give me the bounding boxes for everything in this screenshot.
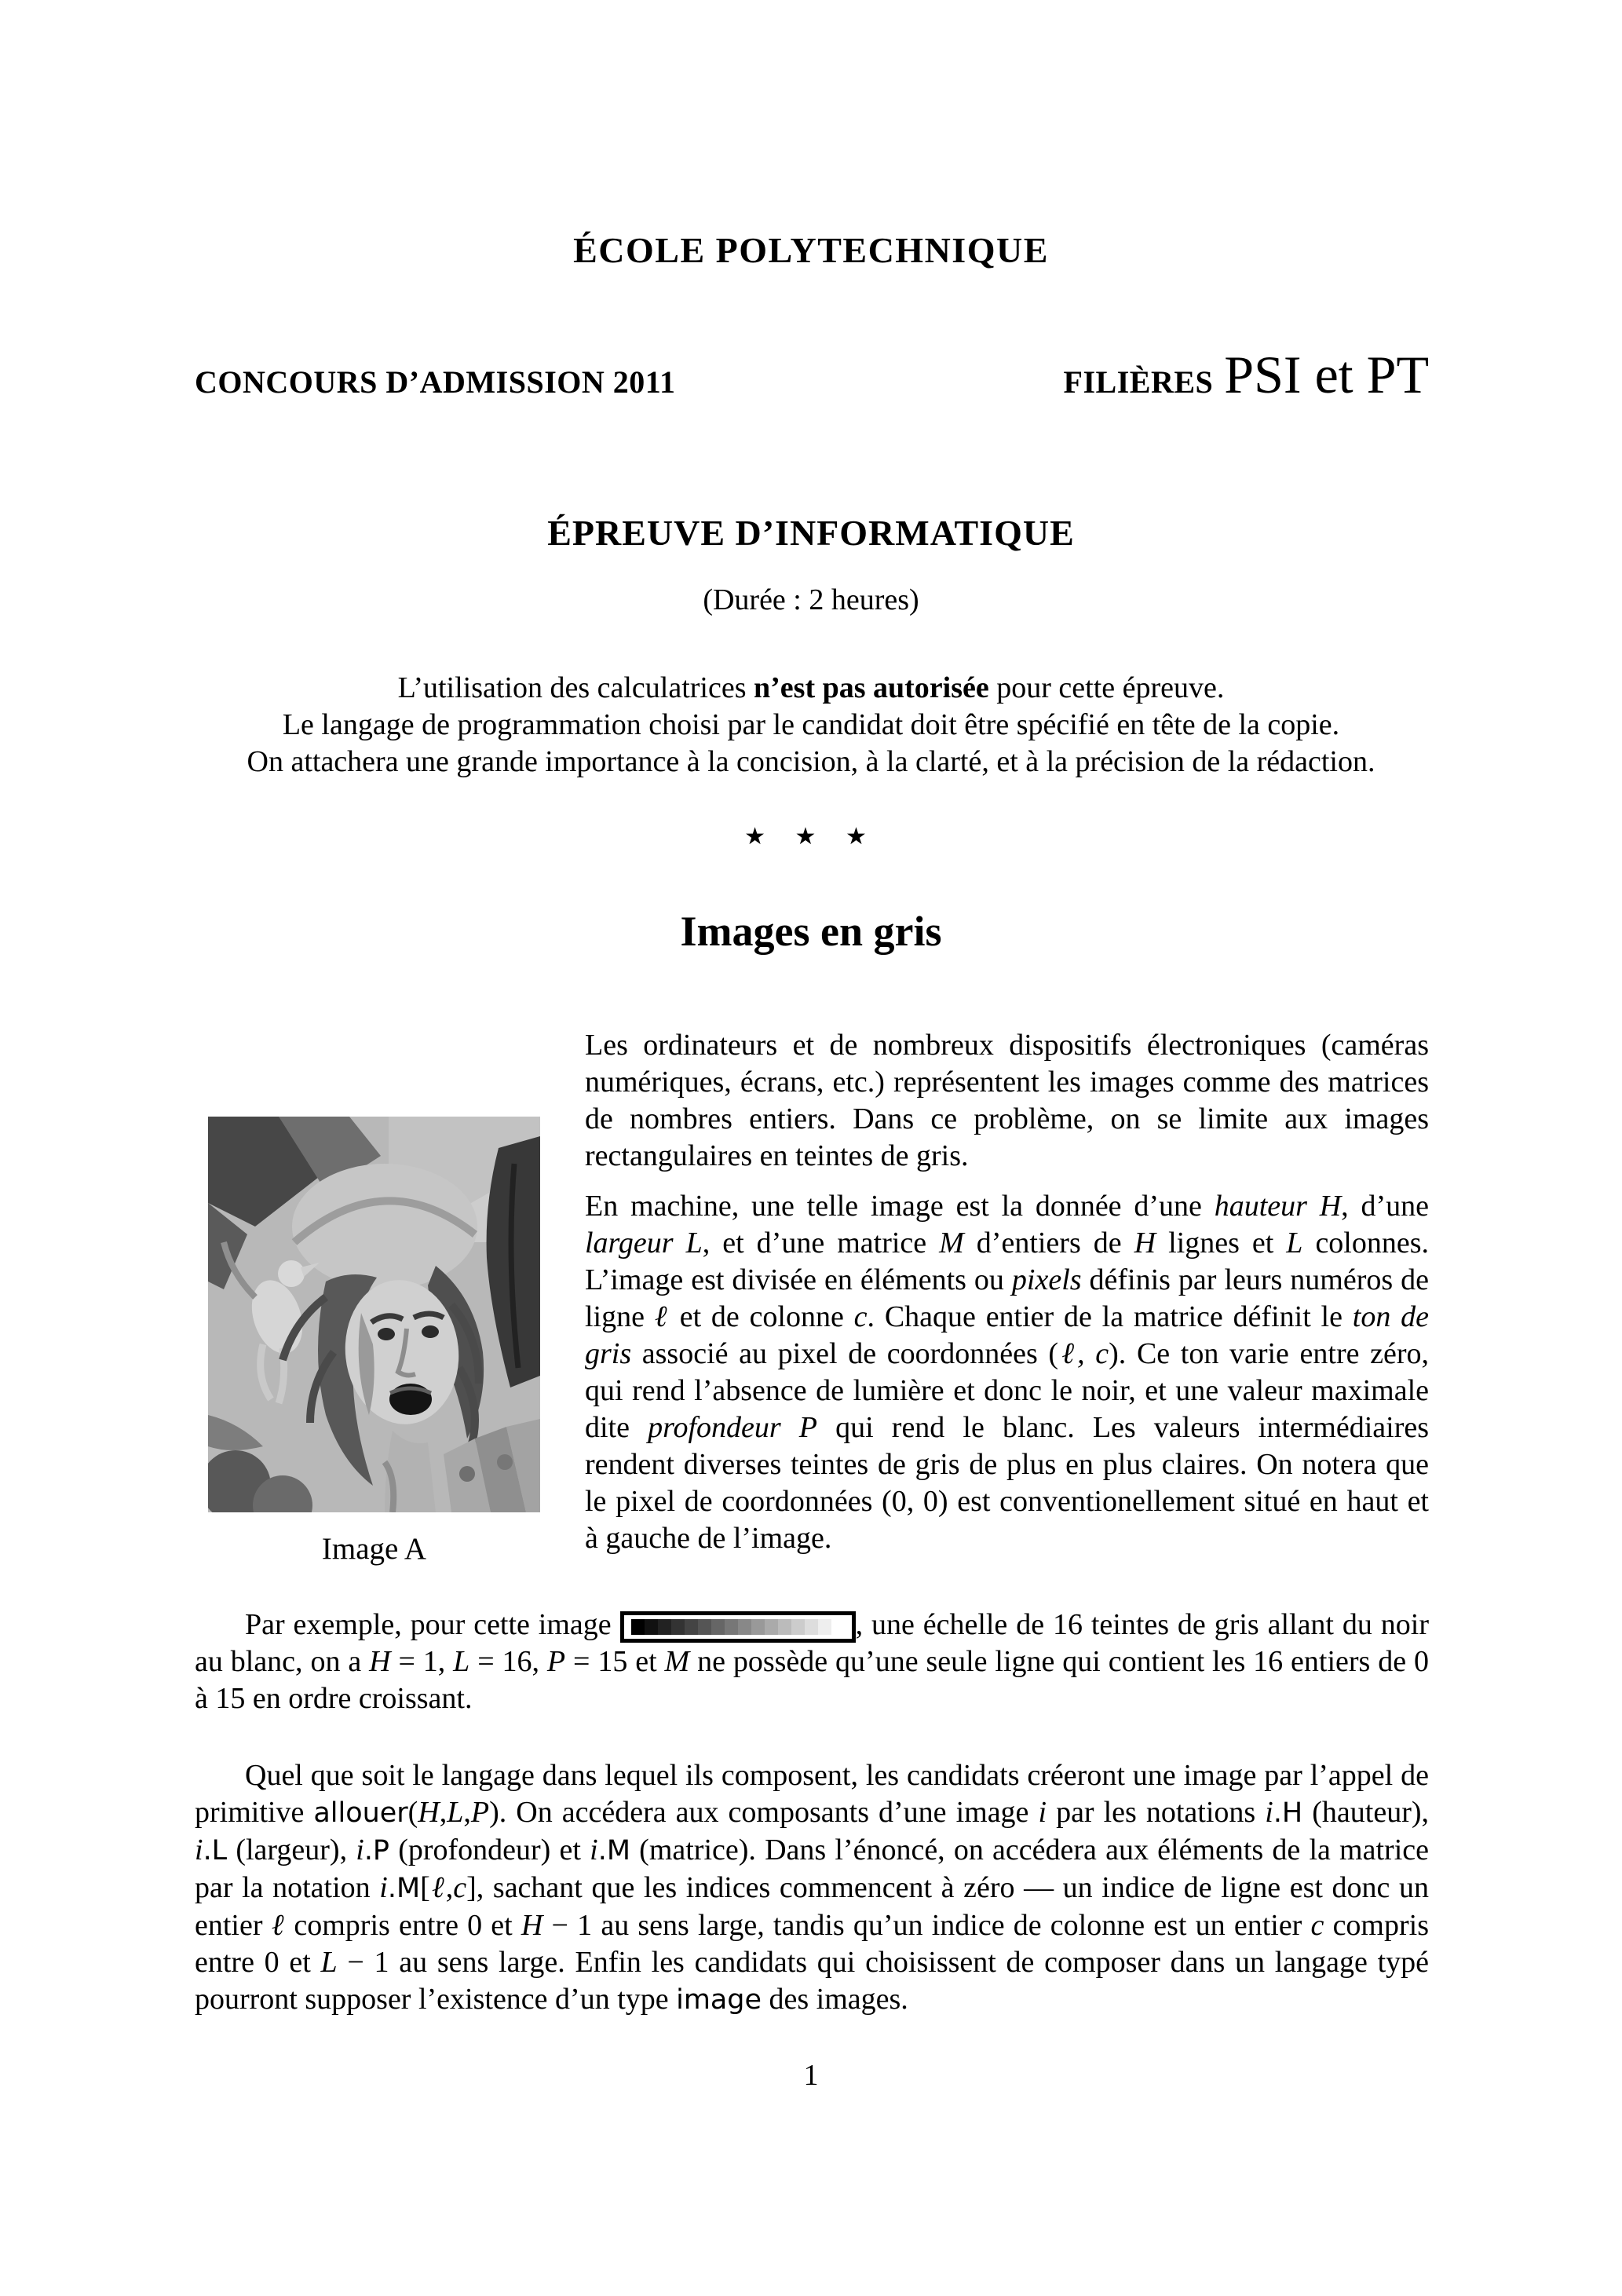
gray-cell [818, 1619, 831, 1635]
section-title: Images en gris [680, 908, 942, 955]
gray-cell [631, 1619, 645, 1635]
notice-block [195, 670, 1427, 781]
concours-label: CONCOURS D’ADMISSION 2011 [195, 364, 676, 400]
filieres-label: FILIÈRES [1063, 364, 1214, 400]
notice-line: L’utilisation des calculatrices n’est pas autorisée pour cette épreuve. [397, 671, 1225, 704]
paragraph-intro-1: Les ordinateurs et de nombreux dispositifs électroniques (caméras numériques, écrans, etc.) représentent les images comme des matrices de nombres entiers. Dans ce problème, on se limite aux images rectangulaires en teintes de gris. [585, 1029, 1429, 1172]
grayscale-strip-image [620, 1611, 856, 1643]
paragraph-primitives: Quel que soit le langage dans lequel ils composent, les candidats créeront une image par l’appel de primitive allouer(H,L,P). On accédera aux composants d’une image i par les notations i.H (hauteur), i.L (largeur), i.P (profondeur) et i.M (matrice). Dans l’énoncé, on accédera aux éléments de la matrice par la notation i.M[ℓ,c], sachant que les indices commencent à zéro — un indice de ligne est donc un entier ℓ compris entre 0 et H − 1 au sens large, tandis qu’un indice de colonne est un entier c compris entre 0 et L − 1 au sens large. Enfin les candidats qui choisissent de composer dans un langage typé pourront supposer l’existence d’un type image des images. [195, 1759, 1430, 2016]
duration-line: (Durée : 2 heures) [703, 583, 919, 616]
gray-cell [698, 1619, 711, 1635]
intro-column [585, 1027, 1429, 1557]
gray-cell [658, 1619, 671, 1635]
statue-photo [208, 1117, 540, 1512]
filieres-group [1064, 344, 1429, 406]
header-row [195, 344, 1429, 406]
exam-title: ÉPREUVE D’INFORMATIQUE [547, 513, 1075, 553]
gray-cell [711, 1619, 725, 1635]
gray-cell [685, 1619, 698, 1635]
gray-cell [805, 1619, 818, 1635]
filieres-tracks: PSI et PT [1224, 345, 1429, 404]
gray-cell [738, 1619, 751, 1635]
page-number: 1 [803, 2059, 819, 2092]
gray-cell [751, 1619, 765, 1635]
figure-caption: Image A [321, 1532, 427, 1566]
gray-cell [765, 1619, 778, 1635]
stars-ornament: ★ ★ ★ [744, 823, 878, 850]
gray-cell [645, 1619, 658, 1635]
notice-line: Le langage de programmation choisi par le candidat doit être spécifié en tête de la copie. [282, 708, 1340, 741]
school-title: ÉCOLE POLYTECHNIQUE [573, 230, 1049, 270]
figure-image-a [208, 1117, 540, 1567]
gray-cell [778, 1619, 791, 1635]
paragraph-intro-2: En machine, une telle image est la donnée d’une hauteur H, d’une largeur L, et d’une matrice M d’entiers de H lignes et L colonnes. L’image est divisée en éléments ou pixels définis par leurs numéros de ligne ℓ et de colonne c. Chaque entier de la matrice définit le ton de gris associé au pixel de coordonnées (ℓ, c). Ce ton varie entre zéro, qui rend l’absence de lumière et donc le noir, et une valeur maximale dite profondeur P qui rend le blanc. Les valeurs intermédiaires rendent diverses teintes de gris de plus en plus claires. On notera que le pixel de coordonnées (0, 0) est conventionellement situé en haut et à gauche de l’image. [585, 1190, 1430, 1555]
notice-line: On attachera une grande importance à la concision, à la clarté, et à la précision de la rédaction. [247, 745, 1375, 778]
gray-cell [725, 1619, 738, 1635]
paragraph-example: Par exemple, pour cette image , une échelle de 16 teintes de gris allant du noir au blanc, on a H = 1, L = 16, P = 15 et M ne possède qu’une seule ligne qui contient les 16 entiers de 0 à 15 en ordre croissant. [195, 1608, 1429, 1715]
gray-cell [791, 1619, 805, 1635]
gray-cell [831, 1619, 845, 1635]
gray-cell [671, 1619, 685, 1635]
